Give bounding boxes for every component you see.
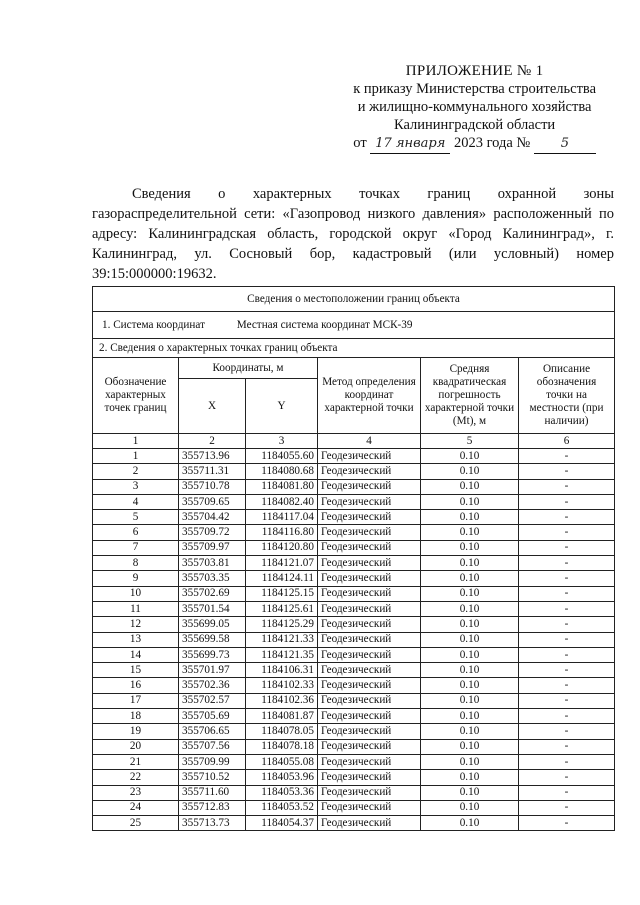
method-cell: Геодезический bbox=[318, 663, 421, 678]
error-cell: 0.10 bbox=[421, 816, 519, 831]
y-coordinate-cell: 1184117.04 bbox=[246, 510, 318, 525]
coord-system-row bbox=[93, 312, 615, 339]
table-row bbox=[93, 724, 615, 739]
point-number-cell: 13 bbox=[93, 632, 179, 647]
y-coordinate-cell: 1184121.35 bbox=[246, 647, 318, 662]
table-row bbox=[93, 739, 615, 754]
method-cell: Геодезический bbox=[318, 494, 421, 509]
error-cell: 0.10 bbox=[421, 647, 519, 662]
x-coordinate-cell: 355701.97 bbox=[179, 663, 246, 678]
x-coordinate-cell: 355703.35 bbox=[179, 571, 246, 586]
point-number-cell: 14 bbox=[93, 647, 179, 662]
y-coordinate-cell: 1184078.05 bbox=[246, 724, 318, 739]
table-row bbox=[93, 709, 615, 724]
y-coordinate-cell: 1184125.15 bbox=[246, 586, 318, 601]
method-cell: Геодезический bbox=[318, 617, 421, 632]
table-row bbox=[93, 693, 615, 708]
error-cell: 0.10 bbox=[421, 571, 519, 586]
method-cell: Геодезический bbox=[318, 724, 421, 739]
y-coordinate-cell: 1184053.96 bbox=[246, 770, 318, 785]
x-coordinate-cell: 355702.57 bbox=[179, 693, 246, 708]
y-coordinate-cell: 1184081.80 bbox=[246, 479, 318, 494]
x-coordinate-cell: 355709.99 bbox=[179, 754, 246, 769]
col-header-description: Описание обозначения точки на местности (при наличии) bbox=[519, 358, 615, 434]
x-coordinate-cell: 355703.81 bbox=[179, 556, 246, 571]
description-cell: - bbox=[519, 663, 615, 678]
error-cell: 0.10 bbox=[421, 724, 519, 739]
description-cell: - bbox=[519, 754, 615, 769]
method-cell: Геодезический bbox=[318, 770, 421, 785]
x-coordinate-cell: 355711.31 bbox=[179, 464, 246, 479]
description-cell: - bbox=[519, 556, 615, 571]
error-cell: 0.10 bbox=[421, 494, 519, 509]
error-cell: 0.10 bbox=[421, 464, 519, 479]
point-number-cell: 11 bbox=[93, 601, 179, 616]
description-cell: - bbox=[519, 586, 615, 601]
header-line-3: Калининградской области bbox=[394, 117, 556, 133]
point-number-cell: 9 bbox=[93, 571, 179, 586]
y-coordinate-cell: 1184125.61 bbox=[246, 601, 318, 616]
point-number-cell: 19 bbox=[93, 724, 179, 739]
col-number: 3 bbox=[246, 434, 318, 449]
method-cell: Геодезический bbox=[318, 556, 421, 571]
table-row bbox=[93, 510, 615, 525]
intro-paragraph: Сведения о характерных точках границ охранной зоны газораспределительной сети: «Газопровод низкого давления» расположенный по адресу: Калининградская область, городской округ «Город Калининград», г. Калининград, ул. Сосновый бор, кадастровый (или условный) номер 39:15:000000:19632. bbox=[92, 186, 614, 282]
coord-system-value: Местная система координат МСК-39 bbox=[236, 318, 413, 331]
description-cell: - bbox=[519, 525, 615, 540]
point-number-cell: 21 bbox=[93, 754, 179, 769]
method-cell: Геодезический bbox=[318, 449, 421, 464]
error-cell: 0.10 bbox=[421, 525, 519, 540]
table-row bbox=[93, 770, 615, 785]
y-coordinate-cell: 1184080.68 bbox=[246, 464, 318, 479]
handwritten-number: 5 bbox=[534, 135, 596, 154]
error-cell: 0.10 bbox=[421, 449, 519, 464]
description-cell: - bbox=[519, 632, 615, 647]
point-number-cell: 10 bbox=[93, 586, 179, 601]
error-cell: 0.10 bbox=[421, 800, 519, 815]
point-number-cell: 3 bbox=[93, 479, 179, 494]
error-cell: 0.10 bbox=[421, 479, 519, 494]
method-cell: Геодезический bbox=[318, 510, 421, 525]
x-coordinate-cell: 355710.52 bbox=[179, 770, 246, 785]
table-row bbox=[93, 617, 615, 632]
col-header-y: Y bbox=[246, 379, 318, 434]
point-number-cell: 5 bbox=[93, 510, 179, 525]
method-cell: Геодезический bbox=[318, 571, 421, 586]
table-row bbox=[93, 800, 615, 815]
table-row bbox=[93, 632, 615, 647]
table-row bbox=[93, 449, 615, 464]
point-number-cell: 2 bbox=[93, 464, 179, 479]
method-cell: Геодезический bbox=[318, 601, 421, 616]
y-coordinate-cell: 1184124.11 bbox=[246, 571, 318, 586]
y-coordinate-cell: 1184078.18 bbox=[246, 739, 318, 754]
x-coordinate-cell: 355704.42 bbox=[179, 510, 246, 525]
col-number: 1 bbox=[93, 434, 179, 449]
col-number: 2 bbox=[179, 434, 246, 449]
point-number-cell: 24 bbox=[93, 800, 179, 815]
x-coordinate-cell: 355699.73 bbox=[179, 647, 246, 662]
x-coordinate-cell: 355699.58 bbox=[179, 632, 246, 647]
table-row bbox=[93, 464, 615, 479]
col-header-method: Метод определения координат характерной точки bbox=[318, 358, 421, 434]
col-header-error: Средняя квадратическая погрешность характерной точки (Mt), м bbox=[421, 358, 519, 434]
header-line-2: и жилищно-коммунального хозяйства bbox=[357, 99, 592, 115]
y-coordinate-cell: 1184121.07 bbox=[246, 556, 318, 571]
x-coordinate-cell: 355706.65 bbox=[179, 724, 246, 739]
description-cell: - bbox=[519, 678, 615, 693]
appendix-header bbox=[353, 62, 596, 154]
x-coordinate-cell: 355713.73 bbox=[179, 816, 246, 831]
points-section-title: 2. Сведения о характерных точках границ объекта bbox=[93, 339, 615, 358]
error-cell: 0.10 bbox=[421, 739, 519, 754]
col-header-designation: Обозначение характерных точек границ bbox=[93, 358, 179, 434]
x-coordinate-cell: 355709.97 bbox=[179, 540, 246, 555]
order-from-prefix: от bbox=[353, 135, 367, 151]
x-coordinate-cell: 355702.69 bbox=[179, 586, 246, 601]
error-cell: 0.10 bbox=[421, 540, 519, 555]
point-number-cell: 20 bbox=[93, 739, 179, 754]
point-number-cell: 16 bbox=[93, 678, 179, 693]
description-cell: - bbox=[519, 800, 615, 815]
table-row bbox=[93, 525, 615, 540]
table-row bbox=[93, 816, 615, 831]
order-line bbox=[353, 134, 596, 154]
description-cell: - bbox=[519, 479, 615, 494]
method-cell: Геодезический bbox=[318, 647, 421, 662]
x-coordinate-cell: 355705.69 bbox=[179, 709, 246, 724]
description-cell: - bbox=[519, 510, 615, 525]
y-coordinate-cell: 1184125.29 bbox=[246, 617, 318, 632]
description-cell: - bbox=[519, 770, 615, 785]
point-number-cell: 25 bbox=[93, 816, 179, 831]
error-cell: 0.10 bbox=[421, 770, 519, 785]
description-cell: - bbox=[519, 601, 615, 616]
description-cell: - bbox=[519, 693, 615, 708]
description-cell: - bbox=[519, 449, 615, 464]
x-coordinate-cell: 355709.72 bbox=[179, 525, 246, 540]
table-row bbox=[93, 556, 615, 571]
boundary-points-table bbox=[92, 286, 614, 831]
point-number-cell: 23 bbox=[93, 785, 179, 800]
handwritten-date: 17 января bbox=[370, 135, 450, 154]
method-cell: Геодезический bbox=[318, 816, 421, 831]
table-row bbox=[93, 647, 615, 662]
point-number-cell: 6 bbox=[93, 525, 179, 540]
description-cell: - bbox=[519, 464, 615, 479]
y-coordinate-cell: 1184053.52 bbox=[246, 800, 318, 815]
error-cell: 0.10 bbox=[421, 556, 519, 571]
col-header-x: X bbox=[179, 379, 246, 434]
error-cell: 0.10 bbox=[421, 586, 519, 601]
method-cell: Геодезический bbox=[318, 709, 421, 724]
y-coordinate-cell: 1184120.80 bbox=[246, 540, 318, 555]
point-number-cell: 22 bbox=[93, 770, 179, 785]
method-cell: Геодезический bbox=[318, 586, 421, 601]
method-cell: Геодезический bbox=[318, 632, 421, 647]
point-number-cell: 18 bbox=[93, 709, 179, 724]
table-row bbox=[93, 754, 615, 769]
y-coordinate-cell: 1184055.60 bbox=[246, 449, 318, 464]
description-cell: - bbox=[519, 739, 615, 754]
x-coordinate-cell: 355699.05 bbox=[179, 617, 246, 632]
y-coordinate-cell: 1184121.33 bbox=[246, 632, 318, 647]
header-line-1: к приказу Министерства строительства bbox=[353, 81, 596, 97]
section-title: Сведения о местоположении границ объекта bbox=[93, 287, 615, 312]
col-number: 5 bbox=[421, 434, 519, 449]
error-cell: 0.10 bbox=[421, 510, 519, 525]
method-cell: Геодезический bbox=[318, 800, 421, 815]
error-cell: 0.10 bbox=[421, 678, 519, 693]
x-coordinate-cell: 355709.65 bbox=[179, 494, 246, 509]
error-cell: 0.10 bbox=[421, 785, 519, 800]
description-cell: - bbox=[519, 571, 615, 586]
method-cell: Геодезический bbox=[318, 464, 421, 479]
table-row bbox=[93, 540, 615, 555]
description-cell: - bbox=[519, 709, 615, 724]
y-coordinate-cell: 1184116.80 bbox=[246, 525, 318, 540]
col-number: 6 bbox=[519, 434, 615, 449]
col-number: 4 bbox=[318, 434, 421, 449]
method-cell: Геодезический bbox=[318, 540, 421, 555]
coord-system-label: 1. Система координат bbox=[102, 318, 205, 331]
x-coordinate-cell: 355702.36 bbox=[179, 678, 246, 693]
method-cell: Геодезический bbox=[318, 525, 421, 540]
description-cell: - bbox=[519, 785, 615, 800]
x-coordinate-cell: 355701.54 bbox=[179, 601, 246, 616]
method-cell: Геодезический bbox=[318, 678, 421, 693]
description-cell: - bbox=[519, 816, 615, 831]
points-table-body bbox=[93, 449, 615, 831]
y-coordinate-cell: 1184055.08 bbox=[246, 754, 318, 769]
description-cell: - bbox=[519, 494, 615, 509]
table-row bbox=[93, 678, 615, 693]
method-cell: Геодезический bbox=[318, 479, 421, 494]
point-number-cell: 12 bbox=[93, 617, 179, 632]
x-coordinate-cell: 355710.78 bbox=[179, 479, 246, 494]
error-cell: 0.10 bbox=[421, 754, 519, 769]
point-number-cell: 17 bbox=[93, 693, 179, 708]
appendix-title: ПРИЛОЖЕНИЕ № 1 bbox=[405, 63, 544, 79]
y-coordinate-cell: 1184102.33 bbox=[246, 678, 318, 693]
table-row bbox=[93, 601, 615, 616]
point-number-cell: 8 bbox=[93, 556, 179, 571]
error-cell: 0.10 bbox=[421, 617, 519, 632]
x-coordinate-cell: 355711.60 bbox=[179, 785, 246, 800]
y-coordinate-cell: 1184053.36 bbox=[246, 785, 318, 800]
point-number-cell: 4 bbox=[93, 494, 179, 509]
description-cell: - bbox=[519, 540, 615, 555]
table-row bbox=[93, 494, 615, 509]
y-coordinate-cell: 1184106.31 bbox=[246, 663, 318, 678]
error-cell: 0.10 bbox=[421, 632, 519, 647]
table-row bbox=[93, 479, 615, 494]
method-cell: Геодезический bbox=[318, 693, 421, 708]
description-cell: - bbox=[519, 724, 615, 739]
y-coordinate-cell: 1184081.87 bbox=[246, 709, 318, 724]
description-cell: - bbox=[519, 617, 615, 632]
y-coordinate-cell: 1184054.37 bbox=[246, 816, 318, 831]
method-cell: Геодезический bbox=[318, 785, 421, 800]
description-cell: - bbox=[519, 647, 615, 662]
point-number-cell: 1 bbox=[93, 449, 179, 464]
table-row bbox=[93, 571, 615, 586]
y-coordinate-cell: 1184102.36 bbox=[246, 693, 318, 708]
x-coordinate-cell: 355712.83 bbox=[179, 800, 246, 815]
table-row bbox=[93, 586, 615, 601]
point-number-cell: 7 bbox=[93, 540, 179, 555]
method-cell: Геодезический bbox=[318, 754, 421, 769]
col-header-coordinates: Координаты, м bbox=[179, 358, 318, 379]
error-cell: 0.10 bbox=[421, 663, 519, 678]
table-row bbox=[93, 663, 615, 678]
error-cell: 0.10 bbox=[421, 709, 519, 724]
error-cell: 0.10 bbox=[421, 601, 519, 616]
order-year-text: 2023 года № bbox=[453, 135, 531, 151]
error-cell: 0.10 bbox=[421, 693, 519, 708]
method-cell: Геодезический bbox=[318, 739, 421, 754]
x-coordinate-cell: 355707.56 bbox=[179, 739, 246, 754]
table-row bbox=[93, 785, 615, 800]
point-number-cell: 15 bbox=[93, 663, 179, 678]
y-coordinate-cell: 1184082.40 bbox=[246, 494, 318, 509]
x-coordinate-cell: 355713.96 bbox=[179, 449, 246, 464]
